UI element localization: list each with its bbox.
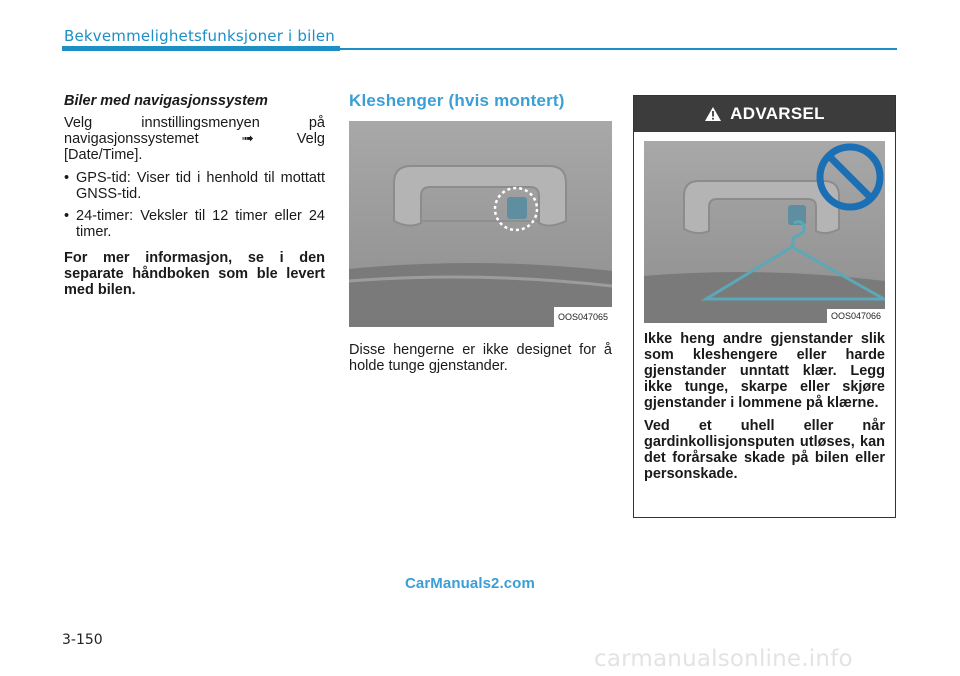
header-rule (340, 48, 897, 50)
warning-text (644, 331, 885, 489)
photo-caption: OOS047066 (827, 309, 885, 323)
bullet-dot: • (64, 208, 70, 224)
warning-triangle-icon (704, 106, 722, 122)
intro-paragraph: Velg innstillingsmenyen på navigasjonssystemet ➟ Velg [Date/Time]. (64, 115, 325, 163)
hanger-description: Disse hengerne er ikke designet for å holde tunge gjenstander. (349, 342, 612, 374)
warning-paragraph: Ikke heng andre gjenstander slik som kleshengere eller harde gjenstander unntatt klær. Legg ikke tunge, skarpe eller skjøre gjenstander i lommene på klærne. (644, 331, 885, 411)
subheading-navigation: Biler med navigasjonssystem (64, 93, 268, 109)
site-watermark: carmanualsonline.info (594, 646, 853, 672)
warning-photo (644, 141, 885, 323)
warning-box (633, 95, 896, 518)
bullet-dot: • (64, 170, 70, 186)
warning-title: ADVARSEL (730, 104, 825, 123)
warning-paragraph: Ved et uhell eller når gardinkollisjonsputen utløses, kan det forårsake skade på bilen eller personskade. (644, 418, 885, 482)
coat-hook-illustration (349, 121, 612, 327)
page-number: 3-150 (62, 632, 103, 648)
photo-caption: OOS047065 (554, 307, 612, 327)
info-note: For mer informasjon, se i den separate håndboken som ble levert med bilen. (64, 250, 325, 298)
bullet-item (64, 170, 325, 202)
bullet-item (64, 208, 325, 240)
carmanuals-watermark: CarManuals2.com (405, 575, 535, 592)
left-column (64, 93, 325, 298)
prohibited-hanger-illustration (644, 141, 885, 323)
bullet-text: 24-timer: Veksler til 12 timer eller 24 timer. (76, 208, 325, 240)
bullet-text: GPS-tid: Viser tid i henhold til mottatt GNSS-tid. (76, 170, 325, 202)
section-header-title: Bekvemmelighetsfunksjoner i bilen (64, 27, 335, 45)
warning-header (634, 96, 895, 132)
middle-column (349, 93, 612, 381)
coat-hook-photo (349, 121, 612, 327)
header-accent-bar (62, 46, 340, 51)
section-heading-coat-hanger: Kleshenger (hvis montert) (349, 91, 565, 110)
